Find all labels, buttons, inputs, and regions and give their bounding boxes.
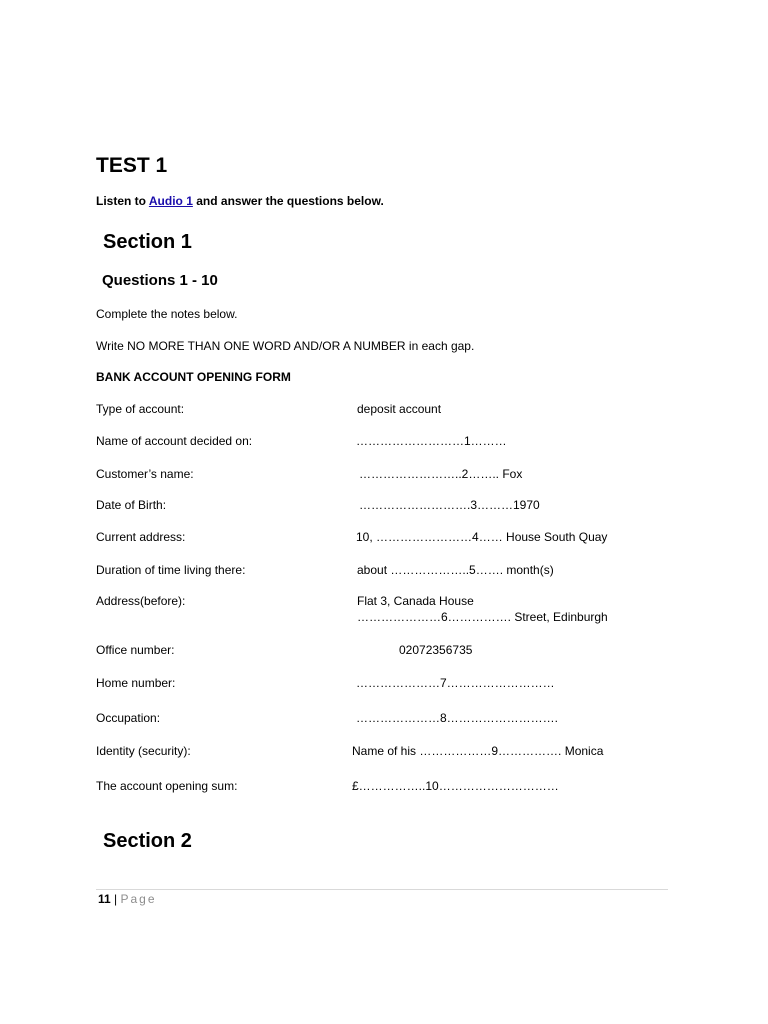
section-2-heading: Section 2 bbox=[103, 830, 192, 852]
audio-1-link[interactable]: Audio 1 bbox=[148, 194, 193, 208]
form-value-current-address: 10, ……………………4…… House South Quay bbox=[356, 530, 608, 544]
form-label-type-of-account: Type of account: bbox=[96, 402, 185, 416]
form-label-current-address: Current address: bbox=[96, 530, 186, 544]
form-label-address-before: Address(before): bbox=[96, 594, 186, 608]
form-label-duration: Duration of time living there: bbox=[96, 563, 246, 577]
form-value-account-name: ………………………1……… bbox=[356, 434, 507, 448]
form-value-address-before-line-2: …………………6……………. Street, Edinburgh bbox=[357, 610, 608, 624]
form-label-customer-name: Customer’s name: bbox=[96, 467, 194, 481]
instruction-line-2: Write NO MORE THAN ONE WORD AND/OR A NUMBER in each gap. bbox=[96, 339, 475, 353]
page-number: 11 bbox=[98, 892, 111, 906]
form-value-occupation: …………………8………………………. bbox=[356, 711, 559, 725]
form-value-home-number: …………………7……………………… bbox=[356, 676, 555, 690]
form-value-opening-sum: £……………..10………………………… bbox=[352, 779, 559, 793]
form-value-type-of-account: deposit account bbox=[357, 402, 442, 416]
form-value-customer-name: ……………………..2…….. Fox bbox=[359, 467, 523, 481]
test-title: TEST 1 bbox=[96, 154, 168, 177]
form-value-date-of-birth: ……………………….3………1970 bbox=[359, 498, 540, 512]
page-footer bbox=[98, 892, 157, 906]
form-value-identity: Name of his ………………9……………. Monica bbox=[352, 744, 604, 758]
form-title: BANK ACCOUNT OPENING FORM bbox=[96, 370, 291, 384]
form-label-home-number: Home number: bbox=[96, 676, 176, 690]
form-value-duration: about ………………..5……. month(s) bbox=[357, 563, 554, 577]
footer-divider bbox=[96, 889, 668, 890]
form-label-identity: Identity (security): bbox=[96, 744, 191, 758]
form-label-account-name: Name of account decided on: bbox=[96, 434, 253, 448]
form-label-office-number: Office number: bbox=[96, 643, 175, 657]
form-value-office-number: 02072356735 bbox=[399, 643, 473, 657]
section-1-heading: Section 1 bbox=[103, 231, 192, 253]
page-label: Page bbox=[120, 892, 157, 906]
questions-heading: Questions 1 - 10 bbox=[102, 272, 218, 289]
form-value-address-before: Flat 3, Canada House bbox=[357, 594, 474, 608]
intro-before: Listen to bbox=[96, 194, 149, 208]
form-label-date-of-birth: Date of Birth: bbox=[96, 498, 167, 512]
intro-after: and answer the questions below. bbox=[192, 194, 384, 208]
form-label-opening-sum: The account opening sum: bbox=[96, 779, 238, 793]
footer-separator: | bbox=[110, 892, 121, 906]
instruction-line-1: Complete the notes below. bbox=[96, 307, 238, 321]
form-label-occupation: Occupation: bbox=[96, 711, 161, 725]
intro-text bbox=[96, 194, 384, 208]
